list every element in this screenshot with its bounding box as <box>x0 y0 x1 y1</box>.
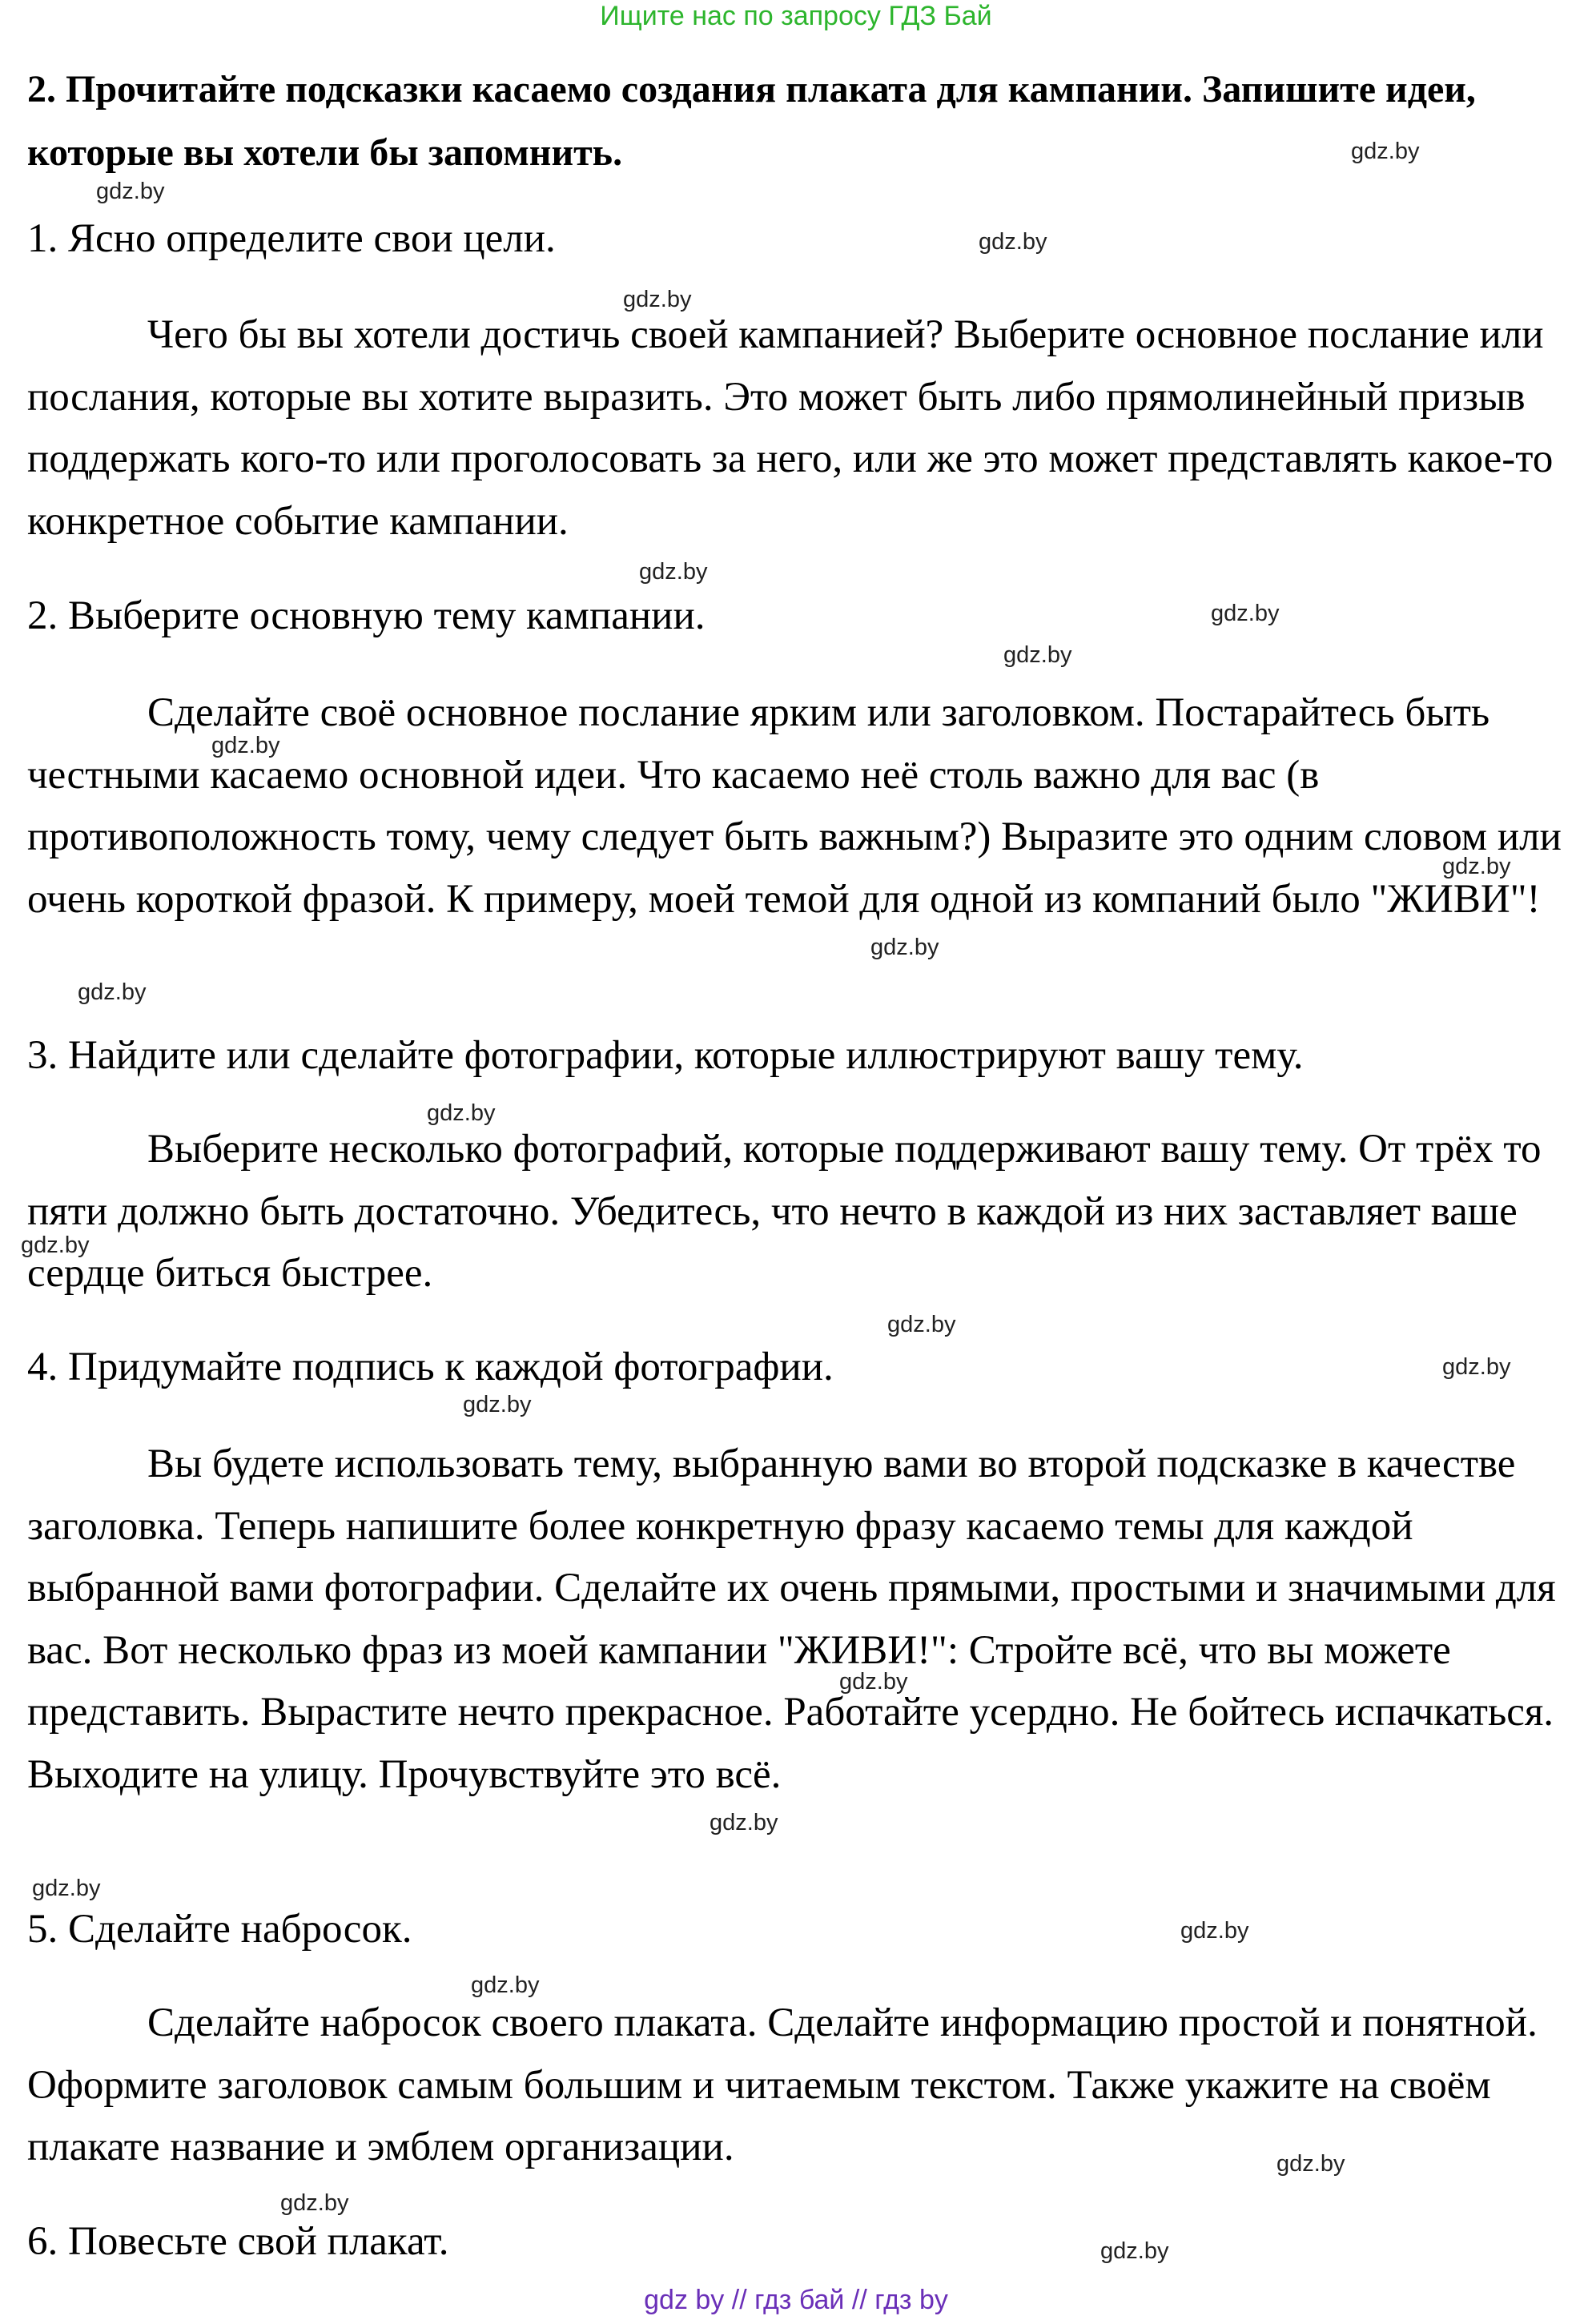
watermark: gdz.by <box>887 1312 956 1337</box>
item-2-text: Сделайте своё основное послание ярким или заголовком. Постарайтесь быть честными касаемо основной идеи. Что касаемо неё столь важно для вас (в противоположность тому, чему следует быть важным?) Выразите это одним словом или очень короткой фразой. К примеру, моей темой для одной из компаний было "ЖИВИ"! <box>27 690 1562 922</box>
watermark: gdz.by <box>870 935 939 960</box>
watermark: gdz.by <box>280 2190 349 2216</box>
watermark: gdz.by <box>839 1669 908 1695</box>
item-2-heading: 2. Выберите основную тему кампании. <box>27 593 706 638</box>
watermark: gdz.by <box>1442 854 1511 879</box>
watermark: gdz.by <box>1442 1354 1511 1380</box>
watermark: gdz.by <box>639 559 708 585</box>
item-5-text: Сделайте набросок своего плаката. Сделайте информацию простой и понятной. Оформите заголовок самым большим и читаемым текстом. Также укажите на своём плакате название и эмблем организации. <box>27 2000 1538 2169</box>
watermark: gdz.by <box>1003 642 1072 668</box>
watermark: gdz.by <box>21 1232 90 1258</box>
watermark: gdz.by <box>96 179 165 204</box>
watermark: gdz.by <box>1180 1918 1249 1944</box>
watermark: gdz.by <box>32 1876 101 1901</box>
watermark: gdz.by <box>1211 601 1280 626</box>
item-5-heading: 5. Сделайте набросок. <box>27 1907 412 1952</box>
watermark: gdz.by <box>1276 2151 1345 2177</box>
watermark: gdz.by <box>471 1972 540 1998</box>
item-4-text: Вы будете использовать тему, выбранную вами во второй подсказке в качестве заголовка. Теперь напишите более конкретную фразу касаемо темы для каждой выбранной вами фотографии. Сделайте их очень прямыми, простыми и значимыми для вас. Вот несколько фраз из моей кампании "ЖИВИ!": Стройте всё, что вы можете представить. Вырастите нечто прекрасное. Работайте усердно. Не бойтесь испачкаться. Выходите на улицу. Прочувствуйте это всё. <box>27 1441 1556 1797</box>
footer-banner[interactable]: gdz by // гдз бай // гдз by <box>644 2285 948 2315</box>
item-3-text: Выберите несколько фотографий, которые поддерживают вашу тему. От трёх то пяти должно быть достаточно. Убедитесь, что нечто в каждой из них заставляет ваше сердце биться быстрее. <box>27 1127 1542 1296</box>
watermark: gdz.by <box>979 229 1047 255</box>
watermark: gdz.by <box>1100 2238 1169 2264</box>
item-3-heading: 3. Найдите или сделайте фотографии, которые иллюстрируют вашу тему. <box>27 1033 1304 1078</box>
item-4-heading: 4. Придумайте подпись к каждой фотографии. <box>27 1345 834 1389</box>
item-6-heading: 6. Повесьте свой плакат. <box>27 2219 449 2264</box>
watermark: gdz.by <box>427 1100 496 1126</box>
task-title: 2. Прочитайте подсказки касаемо создания плаката для кампании. Запишите идеи, которые вы хотели бы запомнить. <box>27 68 1476 174</box>
item-1-heading: 1. Ясно определите свои цели. <box>27 216 556 261</box>
watermark: gdz.by <box>1351 139 1420 164</box>
watermark: gdz.by <box>211 733 280 758</box>
item-1-text: Чего бы вы хотели достичь своей кампанией? Выберите основное послание или послания, которые вы хотите выразить. Это может быть либо прямолинейный призыв поддержать кого-то или проголосовать за него, или же это может представлять какое-то конкретное событие кампании. <box>27 312 1554 544</box>
watermark: gdz.by <box>623 287 692 312</box>
watermark: gdz.by <box>463 1392 532 1417</box>
watermark: gdz.by <box>710 1810 778 1835</box>
header-banner[interactable]: Ищите нас по запросу ГДЗ Бай <box>600 1 992 31</box>
watermark: gdz.by <box>78 979 147 1005</box>
